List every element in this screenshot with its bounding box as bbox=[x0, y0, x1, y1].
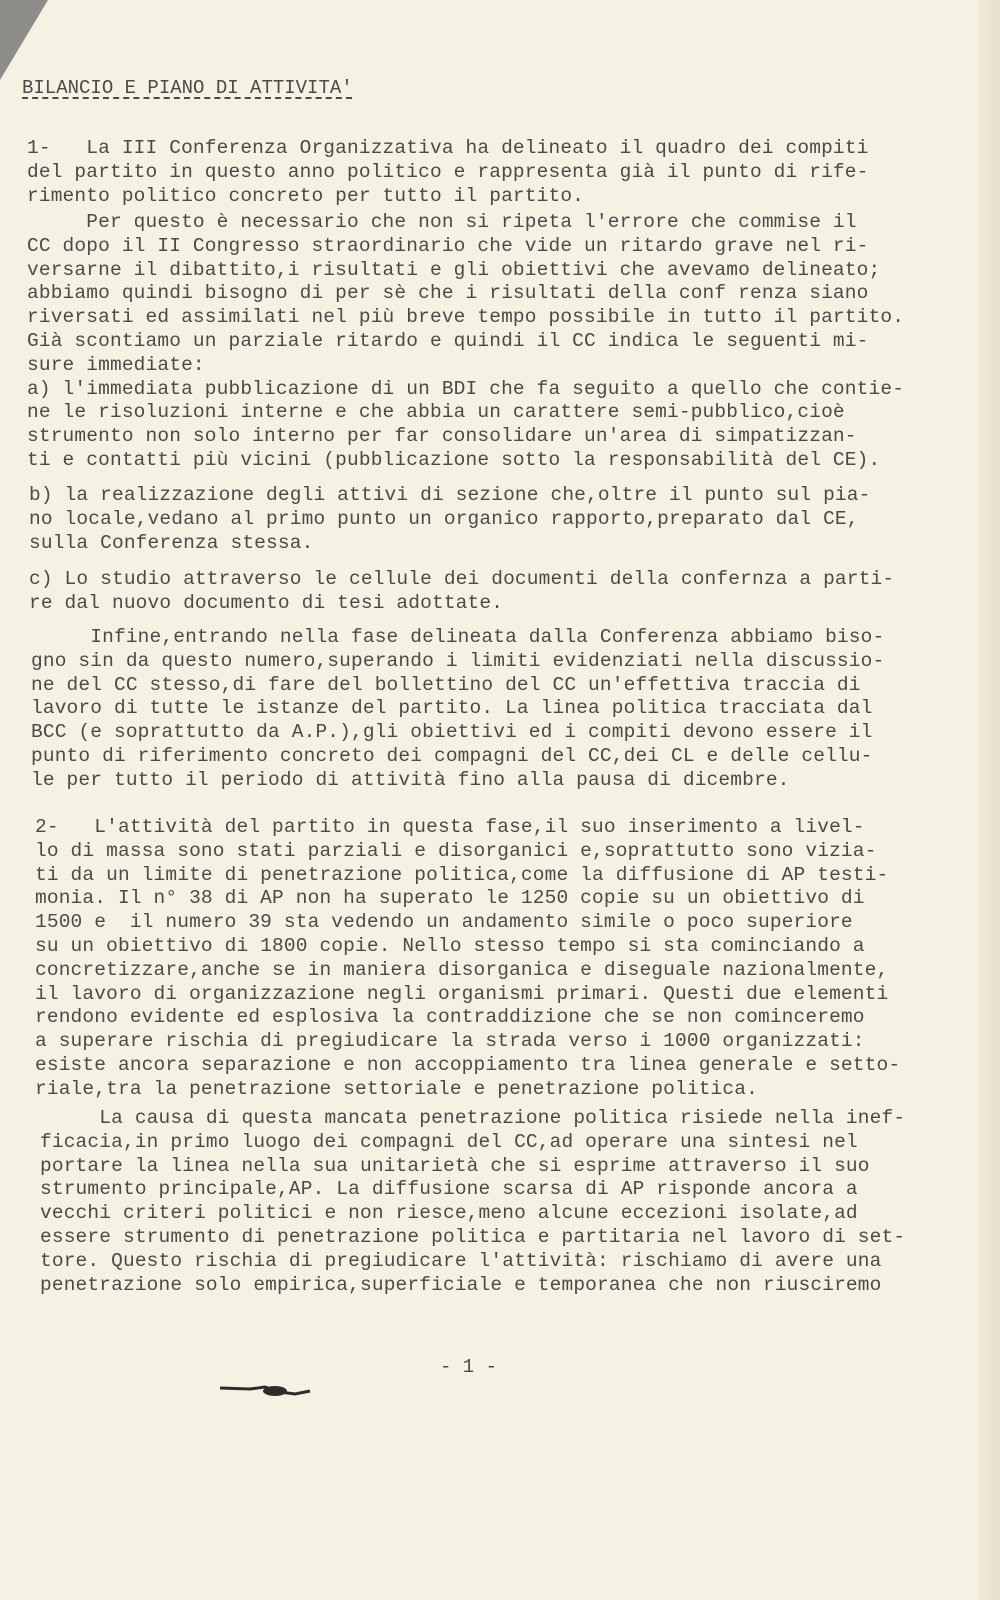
text-line: lavoro di tutte le istanze del partito. La linea politica tracciata dal bbox=[31, 697, 873, 720]
text-line: riversati ed assimilati nel più breve tempo possibile in tutto il partito. bbox=[27, 306, 905, 329]
text-line: rendono evidente ed esplosiva la contraddizione che se non cominceremo bbox=[35, 1006, 865, 1029]
section-1-intro bbox=[27, 137, 869, 208]
text-line: abbiamo quindi bisogno di per sè che i risultati della conf renza siano bbox=[27, 282, 869, 305]
text-line: tore. Questo rischia di pregiudicare l'attività: rischiamo di avere una bbox=[40, 1249, 882, 1272]
text-line: punto di riferimento concreto dei compagni del CC,dei CL e delle cellu- bbox=[31, 744, 873, 767]
text-line: Per questo è necessario che non si ripeta l'errore che commise il bbox=[27, 211, 857, 233]
text-line: ne del CC stesso,di fare del bollettino del CC un'effettiva traccia di bbox=[31, 673, 861, 696]
text-line: 1500 e il numero 39 sta vedendo un andamento simile o poco superiore bbox=[35, 911, 853, 934]
paper-edge bbox=[978, 0, 1000, 1600]
text-line: su un obiettivo di 1800 copie. Nello stesso tempo si sta cominciando a bbox=[35, 934, 865, 957]
text-line: monia. Il n° 38 di AP non ha superato le 1250 copie su un obiettivo di bbox=[35, 887, 865, 910]
text-line: a superare rischia di pregiudicare la strada verso i 1000 organizzati: bbox=[35, 1030, 865, 1053]
text-line: re dal nuovo documento di tesi adottate. bbox=[29, 591, 504, 614]
section-2 bbox=[35, 816, 900, 1102]
text-line: portare la linea nella sua unitarietà che si esprime attraverso il suo bbox=[40, 1154, 870, 1177]
text-line: versarne il dibattito,i risultati e gli obiettivi che avevamo delineato; bbox=[27, 258, 881, 281]
text-line: ficacia,in primo luogo dei compagni del CC,ad operare una sintesi nel bbox=[40, 1130, 858, 1153]
text-line: del partito in questo anno politico e rappresenta già il punto di rife- bbox=[27, 160, 869, 183]
text-line: sure immediate: bbox=[27, 353, 205, 376]
text-line: c) Lo studio attraverso le cellule dei documenti della confernza a parti- bbox=[29, 568, 895, 590]
text-line: a) l'immediata pubblicazione di un BDI che fa seguito a quello che contie- bbox=[27, 377, 905, 400]
text-line: riale,tra la penetrazione settoriale e penetrazione politica. bbox=[35, 1077, 758, 1100]
text-line: strumento principale,AP. La diffusione scarsa di AP risponde ancora a bbox=[40, 1178, 858, 1201]
text-line: BCC (e soprattutto da A.P.),gli obiettivi ed i compiti devono essere il bbox=[31, 721, 873, 744]
text-line: lo di massa sono stati parziali e disorganici e,soprattutto sono vizia- bbox=[35, 839, 877, 862]
text-line: ti da un limite di penetrazione politica,come la diffusione di AP testi- bbox=[35, 863, 889, 886]
document-title: BILANCIO E PIANO DI ATTIVITA' bbox=[22, 77, 353, 99]
ink-smudge bbox=[220, 1384, 330, 1398]
text-line: ti e contatti più vicini (pubblicazione sotto la responsabilità del CE). bbox=[27, 448, 881, 471]
text-line: gno sin da questo numero,superando i limiti evidenziati nella discussio- bbox=[31, 649, 885, 672]
page-number: - 1 - bbox=[440, 1356, 498, 1378]
item-b bbox=[29, 484, 871, 555]
text-line: 2- L'attività del partito in questa fase,il suo inserimento a livel- bbox=[35, 816, 865, 838]
text-line: rimento politico concreto per tutto il partito. bbox=[27, 184, 585, 207]
paragraph-causa bbox=[40, 1107, 905, 1297]
text-line: sulla Conferenza stessa. bbox=[29, 531, 314, 554]
paragraph-misure bbox=[27, 211, 904, 473]
text-line: penetrazione solo empirica,superficiale e temporanea che non riusciremo bbox=[40, 1273, 882, 1296]
paragraph-infine bbox=[31, 626, 884, 793]
text-line: CC dopo il II Congresso straordinario che vide un ritardo grave nel ri- bbox=[27, 234, 869, 257]
folded-corner bbox=[0, 0, 48, 80]
text-line: essere strumento di penetrazione politica e partitaria nel lavoro di set- bbox=[40, 1225, 906, 1248]
text-line: esiste ancora separazione e non accoppiamento tra linea generale e setto- bbox=[35, 1053, 901, 1076]
item-c bbox=[29, 568, 894, 616]
text-line: strumento non solo interno per far consolidare un'area di simpatizzan- bbox=[27, 425, 857, 448]
text-line: b) la realizzazione degli attivi di sezione che,oltre il punto sul pia- bbox=[29, 484, 871, 506]
text-line: concretizzare,anche se in maniera disorganica e diseguale nazionalmente, bbox=[35, 958, 889, 981]
text-line: 1- La III Conferenza Organizzativa ha delineato il quadro dei compiti bbox=[27, 137, 869, 159]
text-line: no locale,vedano al primo punto un organico rapporto,preparato dal CE, bbox=[29, 507, 859, 530]
text-line: il lavoro di organizzazione negli organismi primari. Questi due elementi bbox=[35, 982, 889, 1005]
text-line: le per tutto il periodo di attività fino alla pausa di dicembre. bbox=[31, 768, 790, 791]
text-line: vecchi criteri politici e non riesce,meno alcune eccezioni isolate,ad bbox=[40, 1202, 858, 1225]
text-line: La causa di questa mancata penetrazione politica risiede nella inef- bbox=[40, 1107, 906, 1129]
text-line: ne le risoluzioni interne e che abbia un carattere semi-pubblico,cioè bbox=[27, 401, 845, 424]
text-line: Infine,entrando nella fase delineata dalla Conferenza abbiamo biso- bbox=[31, 626, 885, 648]
text-line: Già scontiamo un parziale ritardo e quindi il CC indica le seguenti mi- bbox=[27, 329, 869, 352]
